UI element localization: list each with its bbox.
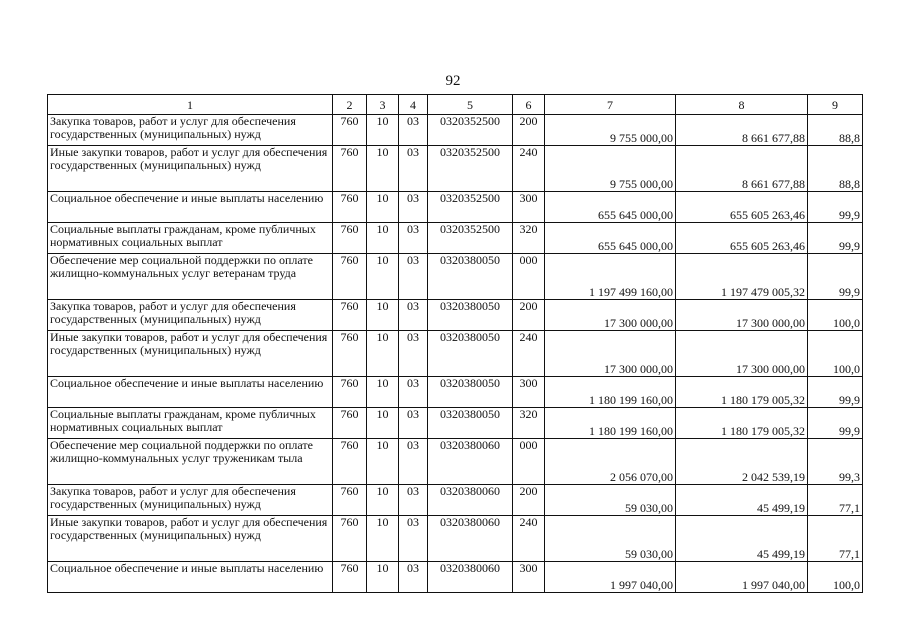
- code-760-cell: 760: [333, 254, 367, 300]
- table-row: [48, 300, 863, 331]
- actual-amount-cell: 8 661 677,88: [676, 146, 808, 192]
- code-760-cell: 760: [333, 223, 367, 254]
- expense-type-cell: 000: [513, 254, 545, 300]
- code-03-cell: 03: [399, 562, 428, 593]
- code-760-cell: 760: [333, 331, 367, 377]
- code-760-cell: 760: [333, 439, 367, 485]
- header-cell-4: 4: [399, 95, 428, 115]
- actual-amount-cell: 1 180 179 005,32: [676, 377, 808, 408]
- code-760-cell: 760: [333, 115, 367, 146]
- header-cell-1: 1: [48, 95, 333, 115]
- percent-cell: 100,0: [808, 331, 863, 377]
- planned-amount-cell: 1 180 199 160,00: [545, 377, 676, 408]
- table-body: [48, 95, 863, 593]
- actual-amount-cell: 655 605 263,46: [676, 223, 808, 254]
- code-10-cell: 10: [367, 439, 399, 485]
- code-10-cell: 10: [367, 408, 399, 439]
- header-row: [48, 95, 863, 115]
- code-10-cell: 10: [367, 300, 399, 331]
- page-number: 92: [445, 73, 461, 89]
- planned-amount-cell: 1 997 040,00: [545, 562, 676, 593]
- code-03-cell: 03: [399, 408, 428, 439]
- code-03-cell: 03: [399, 516, 428, 562]
- target-code-cell: 0320380050: [428, 377, 513, 408]
- item-name-cell: Обеспечение мер социальной поддержки по оплате жилищно-коммунальных услуг труженикам тыла: [48, 439, 333, 485]
- target-code-cell: 0320380050: [428, 254, 513, 300]
- table-row: [48, 516, 863, 562]
- table-row: [48, 223, 863, 254]
- expense-type-cell: 300: [513, 562, 545, 593]
- code-760-cell: 760: [333, 562, 367, 593]
- table-row: [48, 439, 863, 485]
- code-03-cell: 03: [399, 439, 428, 485]
- target-code-cell: 0320380060: [428, 562, 513, 593]
- item-name-cell: Иные закупки товаров, работ и услуг для обеспечения государственных (муниципальных) нужд: [48, 331, 333, 377]
- code-03-cell: 03: [399, 377, 428, 408]
- header-cell-5: 5: [428, 95, 513, 115]
- percent-cell: 88,8: [808, 115, 863, 146]
- code-760-cell: 760: [333, 192, 367, 223]
- percent-cell: 99,9: [808, 192, 863, 223]
- table-row: [48, 377, 863, 408]
- planned-amount-cell: 59 030,00: [545, 516, 676, 562]
- code-760-cell: 760: [333, 300, 367, 331]
- target-code-cell: 0320380050: [428, 331, 513, 377]
- planned-amount-cell: 17 300 000,00: [545, 331, 676, 377]
- budget-table: [47, 94, 863, 593]
- planned-amount-cell: 9 755 000,00: [545, 146, 676, 192]
- item-name-cell: Иные закупки товаров, работ и услуг для обеспечения государственных (муниципальных) нужд: [48, 146, 333, 192]
- code-03-cell: 03: [399, 146, 428, 192]
- target-code-cell: 0320352500: [428, 192, 513, 223]
- table-row: [48, 192, 863, 223]
- item-name-cell: Закупка товаров, работ и услуг для обеспечения государственных (муниципальных) нужд: [48, 115, 333, 146]
- code-760-cell: 760: [333, 516, 367, 562]
- code-760-cell: 760: [333, 485, 367, 516]
- percent-cell: 99,9: [808, 408, 863, 439]
- code-10-cell: 10: [367, 562, 399, 593]
- actual-amount-cell: 1 997 040,00: [676, 562, 808, 593]
- actual-amount-cell: 45 499,19: [676, 516, 808, 562]
- code-10-cell: 10: [367, 331, 399, 377]
- actual-amount-cell: 8 661 677,88: [676, 115, 808, 146]
- code-10-cell: 10: [367, 192, 399, 223]
- percent-cell: 100,0: [808, 300, 863, 331]
- code-03-cell: 03: [399, 485, 428, 516]
- item-name-cell: Социальное обеспечение и иные выплаты населению: [48, 562, 333, 593]
- expense-type-cell: 320: [513, 223, 545, 254]
- target-code-cell: 0320380050: [428, 408, 513, 439]
- expense-type-cell: 300: [513, 192, 545, 223]
- code-760-cell: 760: [333, 377, 367, 408]
- table-row: [48, 146, 863, 192]
- code-760-cell: 760: [333, 408, 367, 439]
- expense-type-cell: 320: [513, 408, 545, 439]
- code-10-cell: 10: [367, 115, 399, 146]
- header-cell-9: 9: [808, 95, 863, 115]
- percent-cell: 88,8: [808, 146, 863, 192]
- planned-amount-cell: 655 645 000,00: [545, 192, 676, 223]
- item-name-cell: Социальное обеспечение и иные выплаты населению: [48, 377, 333, 408]
- expense-type-cell: 300: [513, 377, 545, 408]
- code-03-cell: 03: [399, 192, 428, 223]
- code-10-cell: 10: [367, 146, 399, 192]
- header-cell-7: 7: [545, 95, 676, 115]
- item-name-cell: Социальное обеспечение и иные выплаты населению: [48, 192, 333, 223]
- table-row: [48, 562, 863, 593]
- table-row: [48, 115, 863, 146]
- planned-amount-cell: 17 300 000,00: [545, 300, 676, 331]
- target-code-cell: 0320380050: [428, 300, 513, 331]
- percent-cell: 99,9: [808, 223, 863, 254]
- header-cell-3: 3: [367, 95, 399, 115]
- actual-amount-cell: 17 300 000,00: [676, 300, 808, 331]
- planned-amount-cell: 59 030,00: [545, 485, 676, 516]
- code-760-cell: 760: [333, 146, 367, 192]
- code-10-cell: 10: [367, 377, 399, 408]
- table-row: [48, 485, 863, 516]
- planned-amount-cell: 2 056 070,00: [545, 439, 676, 485]
- expense-type-cell: 200: [513, 115, 545, 146]
- expense-type-cell: 240: [513, 331, 545, 377]
- table-row: [48, 408, 863, 439]
- planned-amount-cell: 655 645 000,00: [545, 223, 676, 254]
- actual-amount-cell: 1 197 479 005,32: [676, 254, 808, 300]
- planned-amount-cell: 1 197 499 160,00: [545, 254, 676, 300]
- actual-amount-cell: 655 605 263,46: [676, 192, 808, 223]
- table-row: [48, 331, 863, 377]
- actual-amount-cell: 45 499,19: [676, 485, 808, 516]
- percent-cell: 99,3: [808, 439, 863, 485]
- code-03-cell: 03: [399, 254, 428, 300]
- code-03-cell: 03: [399, 115, 428, 146]
- planned-amount-cell: 9 755 000,00: [545, 115, 676, 146]
- expense-type-cell: 240: [513, 146, 545, 192]
- target-code-cell: 0320352500: [428, 146, 513, 192]
- target-code-cell: 0320352500: [428, 223, 513, 254]
- percent-cell: 100,0: [808, 562, 863, 593]
- target-code-cell: 0320380060: [428, 516, 513, 562]
- target-code-cell: 0320380060: [428, 439, 513, 485]
- percent-cell: 77,1: [808, 485, 863, 516]
- code-10-cell: 10: [367, 223, 399, 254]
- code-03-cell: 03: [399, 300, 428, 331]
- actual-amount-cell: 2 042 539,19: [676, 439, 808, 485]
- item-name-cell: Социальные выплаты гражданам, кроме публичных нормативных социальных выплат: [48, 408, 333, 439]
- percent-cell: 77,1: [808, 516, 863, 562]
- actual-amount-cell: 17 300 000,00: [676, 331, 808, 377]
- code-03-cell: 03: [399, 331, 428, 377]
- code-10-cell: 10: [367, 516, 399, 562]
- item-name-cell: Иные закупки товаров, работ и услуг для обеспечения государственных (муниципальных) нужд: [48, 516, 333, 562]
- actual-amount-cell: 1 180 179 005,32: [676, 408, 808, 439]
- header-cell-6: 6: [513, 95, 545, 115]
- percent-cell: 99,9: [808, 377, 863, 408]
- expense-type-cell: 240: [513, 516, 545, 562]
- code-03-cell: 03: [399, 223, 428, 254]
- item-name-cell: Обеспечение мер социальной поддержки по оплате жилищно-коммунальных услуг ветеранам труда: [48, 254, 333, 300]
- target-code-cell: 0320352500: [428, 115, 513, 146]
- code-10-cell: 10: [367, 254, 399, 300]
- item-name-cell: Закупка товаров, работ и услуг для обеспечения государственных (муниципальных) нужд: [48, 485, 333, 516]
- code-10-cell: 10: [367, 485, 399, 516]
- planned-amount-cell: 1 180 199 160,00: [545, 408, 676, 439]
- target-code-cell: 0320380060: [428, 485, 513, 516]
- item-name-cell: Социальные выплаты гражданам, кроме публичных нормативных социальных выплат: [48, 223, 333, 254]
- expense-type-cell: 200: [513, 485, 545, 516]
- header-cell-2: 2: [333, 95, 367, 115]
- expense-type-cell: 200: [513, 300, 545, 331]
- percent-cell: 99,9: [808, 254, 863, 300]
- expense-type-cell: 000: [513, 439, 545, 485]
- item-name-cell: Закупка товаров, работ и услуг для обеспечения государственных (муниципальных) нужд: [48, 300, 333, 331]
- header-cell-8: 8: [676, 95, 808, 115]
- table-row: [48, 254, 863, 300]
